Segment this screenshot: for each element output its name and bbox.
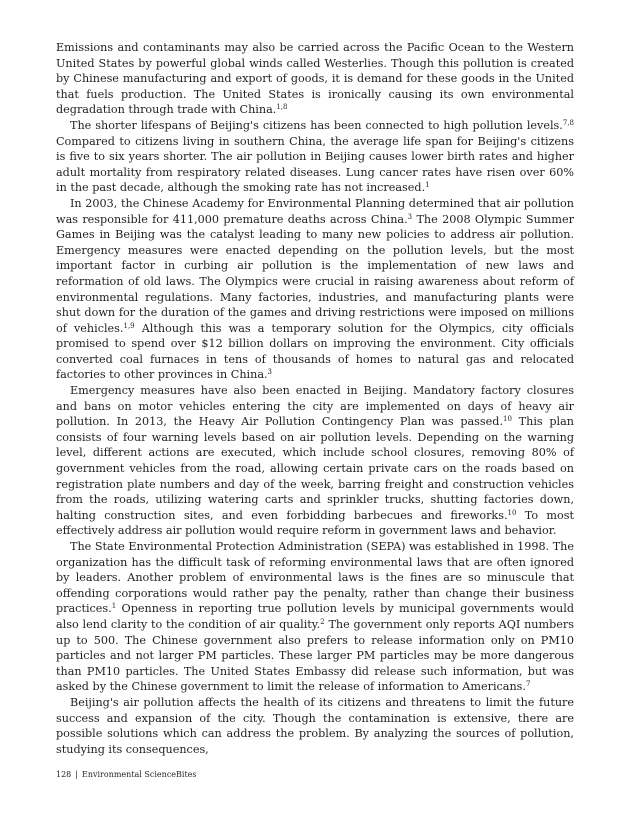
footer-separator: | bbox=[75, 770, 78, 779]
citation-reference: 3 bbox=[267, 368, 273, 377]
citation-reference: 10 bbox=[507, 508, 517, 517]
page-number: 128 bbox=[56, 770, 72, 779]
publication-title: Environmental ScienceBites bbox=[81, 770, 197, 779]
citation-reference: 7 bbox=[525, 680, 531, 689]
paragraph-text: The government only reports AQI numbers up to 500. The Chinese government also prefers to release information only on PM10 particles and not larger PM particles. These larger PM particles may be more dangerous than PM10 particles. The United States Embassy did release such information, but was asked by the Chinese government to limit the release of information to Americans. bbox=[56, 617, 574, 694]
paragraph bbox=[56, 40, 574, 118]
citation-reference: 10 bbox=[503, 415, 512, 424]
paragraph-text: The State Environmental Protection Administration (SEPA) was established in 1998. The organization has the difficult task of reforming environmental laws that are often ignored by leaders. Another problem of environmental laws is the fines are so minuscule that offending corporations would rather pay the penalty, rather than change their business practices. bbox=[56, 540, 574, 616]
paragraph bbox=[56, 383, 574, 539]
paragraph bbox=[56, 539, 574, 695]
citation-reference: 1,8 bbox=[276, 103, 288, 112]
citation-reference: 3 bbox=[407, 212, 413, 221]
citation-reference: 2 bbox=[320, 617, 325, 626]
paragraph bbox=[56, 118, 574, 196]
paragraph-text: This plan consists of four warning levels based on air pollution levels. Depending on the warning level, different actions are executed, which include school closures, removing 80% of government vehicles from the road, allowing certain private cars on the roads based on registration plate numbers and day of the week, barring freight and construction vehicles from the roads, utilizing watering carts and sprinkler trucks, shutting factories down, halting construction sites, and even forbidding barbecues and fireworks. bbox=[56, 415, 574, 522]
paragraph-text: Openness in reporting true pollution levels by municipal governments would also lend clarity to the condition of air quality. bbox=[56, 602, 574, 631]
page-footer bbox=[56, 770, 197, 779]
paragraph-text: Emissions and contaminants may also be carried across the Pacific Ocean to the Western United States by powerful global winds called Westerlies. Though this pollution is created by Chinese manufacturing and export of goods, it is demand for these goods in the United that fuels production. The United States is ironically causing its own environmental degradation through trade with China. bbox=[56, 41, 574, 117]
paragraph-text: Emergency measures have also been enacted in Beijing. Mandatory factory closures and bans on motor vehicles entering the city are implemented on days of heavy air pollution. In 2013, the Heavy Air Pollution Contingency Plan was passed. bbox=[56, 384, 574, 429]
article-body bbox=[56, 40, 574, 757]
paragraph-text: The 2008 Olympic Summer Games in Beijing was the catalyst leading to many new policies to address air pollution. Emergency measures were enacted depending on the pollution levels, but the most important factor in curbing air pollution is the implementation of new laws and reformation of old laws. The Olympics were crucial in raising awareness about reform of environmental regulations. Many factories, industries, and manufacturing plants were shut down for the duration of the games and driving restrictions were imposed on millions of vehicles. bbox=[56, 212, 574, 335]
paragraph-text: Beijing's air pollution affects the health of its citizens and threatens to limit the future success and expansion of the city. Though the contamination is extensive, there are possible solutions which can address the problem. By analyzing the sources of pollution, studying its consequences, bbox=[56, 695, 574, 756]
paragraph-text: The shorter lifespans of Beijing's citizens has been connected to high pollution levels. bbox=[70, 118, 563, 132]
paragraph-text: In 2003, the Chinese Academy for Environmental Planning determined that air pollution was responsible for 411,000 premature deaths across China. bbox=[56, 196, 574, 226]
citation-reference: 1 bbox=[111, 602, 117, 611]
citation-reference: 1,9 bbox=[123, 321, 135, 330]
paragraph-text: To most effectively address air pollution would require reform in government laws and behavior. bbox=[56, 508, 574, 538]
citation-reference: 7,8 bbox=[562, 118, 574, 127]
paragraph-text: Although this was a temporary solution for the Olympics, city officials promised to spend over $12 billion dollars on improving the environment. City officials converted coal furnaces in tens of thousands of homes to natural gas and relocated factories to other provinces in China. bbox=[56, 321, 575, 382]
paragraph bbox=[56, 196, 574, 383]
paragraph-text: Compared to citizens living in southern China, the average life span for Beijing's citizens is five to six years shorter. The air pollution in Beijing causes lower birth rates and higher adult mortality from respiratory related diseases. Lung cancer rates have risen over 60% in the past decade, although the smoking rate has not increased. bbox=[56, 134, 574, 195]
paragraph bbox=[56, 695, 574, 757]
citation-reference: 1 bbox=[425, 181, 430, 190]
